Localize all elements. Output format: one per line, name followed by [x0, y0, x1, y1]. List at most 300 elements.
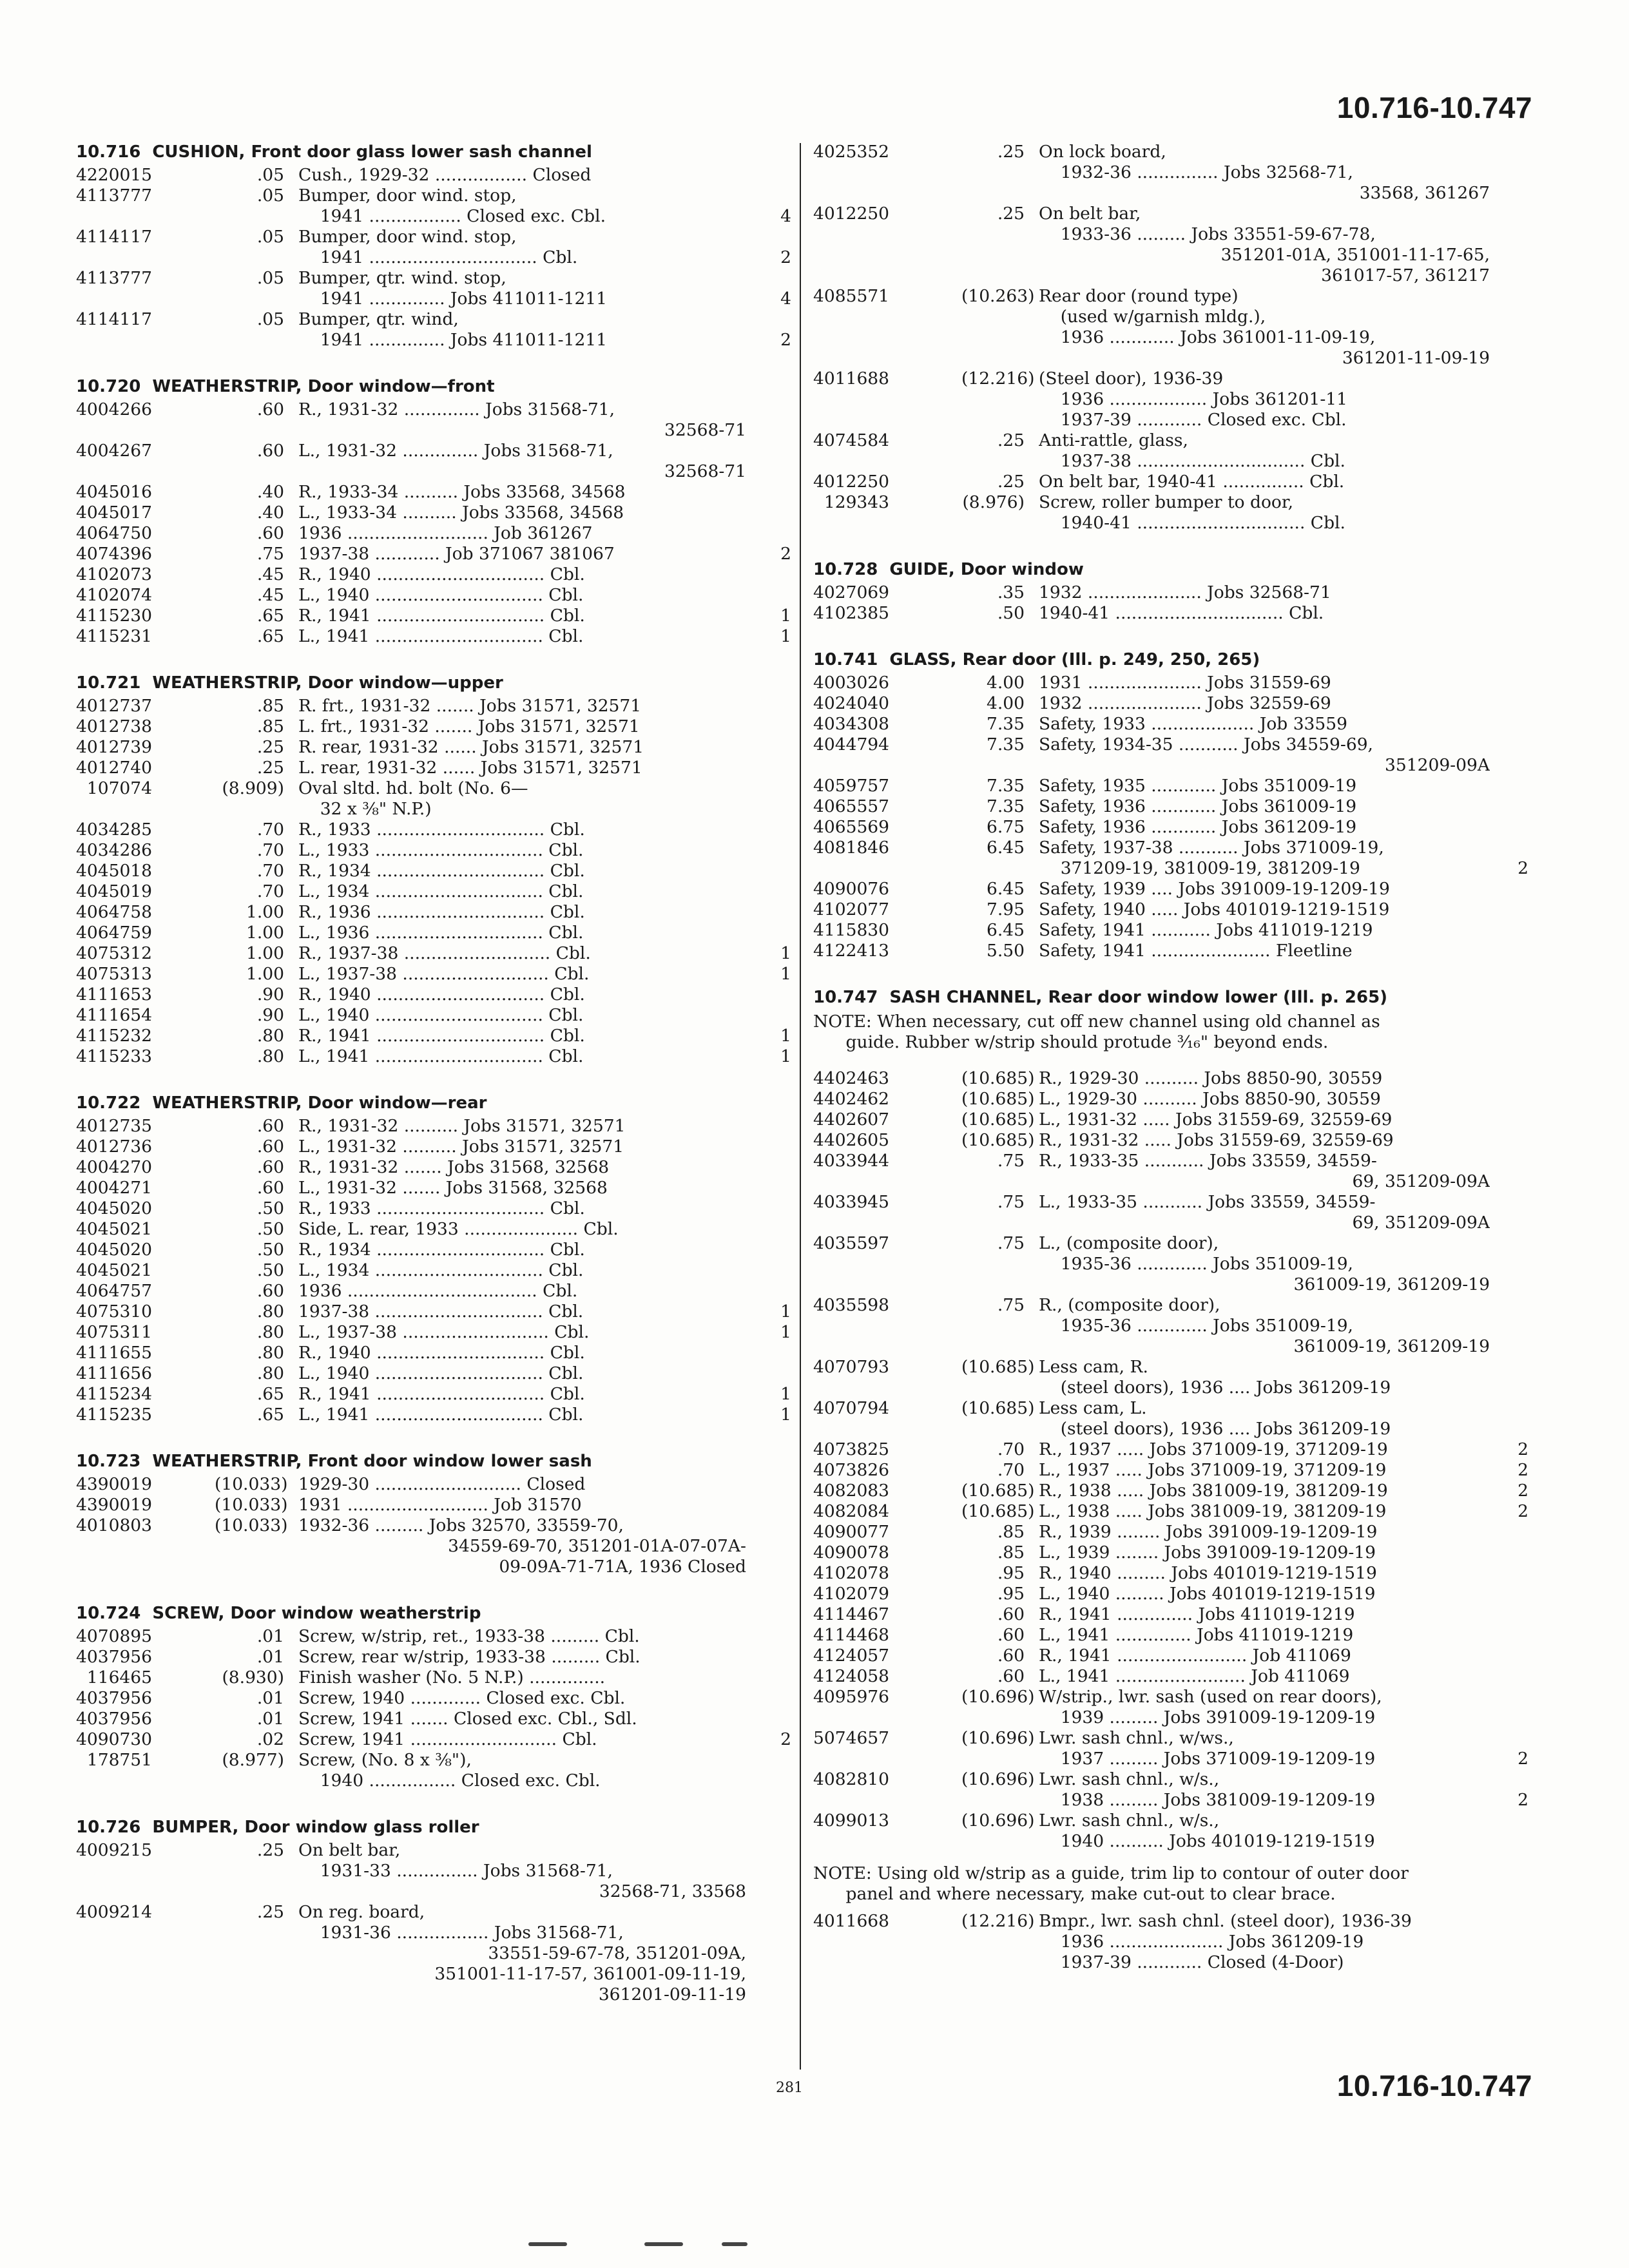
description-line: Safety, 1937-38 ........... Jobs 371009-19, — [1039, 838, 1384, 858]
section-note: NOTE: Using old w/strip as a guide, trim lip to contour of outer door panel and where necessary, make cut-out to clear brace. — [813, 1863, 1409, 1904]
price: .01 — [256, 1688, 284, 1708]
part-number: 4065569 — [813, 817, 890, 837]
part-entry — [76, 1116, 791, 1137]
price: (10.696) — [961, 1728, 1035, 1748]
part-entry — [76, 1046, 791, 1067]
part-number: 4220015 — [76, 165, 153, 185]
part-number: 4045020 — [76, 1198, 153, 1218]
part-number: 4102385 — [813, 603, 890, 623]
description — [298, 309, 746, 351]
part-number: 4045018 — [76, 861, 153, 881]
price: .40 — [256, 503, 284, 523]
description-line: 1936 .......................... Job 361267 — [298, 523, 593, 543]
description — [298, 1178, 746, 1198]
price: .70 — [256, 840, 284, 860]
part-entry — [76, 1026, 791, 1046]
description-line: 1940 ................ Closed exc. Cbl. — [298, 1771, 601, 1791]
part-entry — [76, 482, 791, 503]
page-range-footer: 10.716-10.747 — [1336, 2069, 1532, 2102]
description-line: On lock board, — [1039, 142, 1166, 162]
part-number: 4090078 — [813, 1542, 890, 1562]
price: .75 — [997, 1151, 1025, 1171]
part-entry — [76, 1840, 791, 1902]
description-line: R., 1940 ............................... Cbl. — [298, 985, 585, 1004]
description-line: R., 1933-35 ........... Jobs 33559, 34559- — [1039, 1151, 1377, 1171]
price: .80 — [256, 1322, 284, 1342]
section-title: GUIDE, Door window — [889, 560, 1084, 579]
price: (10.033) — [215, 1474, 288, 1494]
quantity: 2 — [1518, 858, 1528, 878]
part-number: 4115230 — [76, 606, 153, 626]
section-heading — [76, 673, 791, 693]
part-number: 4033945 — [813, 1192, 890, 1212]
quantity: 4 — [780, 289, 791, 309]
price: .25 — [256, 1840, 284, 1860]
part-number: 4012250 — [813, 472, 890, 492]
scan-artifact — [528, 2242, 567, 2246]
part-number: 4102077 — [813, 899, 890, 919]
part-number: 4004270 — [76, 1157, 153, 1177]
price: .90 — [256, 985, 284, 1004]
price: .60 — [256, 1137, 284, 1157]
description-line: Screw, rear w/strip, 1933-38 ......... Cbl. — [298, 1647, 641, 1667]
description — [298, 1405, 746, 1425]
part-entry — [76, 227, 791, 268]
description-line: R., 1931-32 ..... Jobs 31559-69, 32559-69 — [1039, 1130, 1394, 1150]
description — [1039, 1911, 1490, 1973]
price: .25 — [256, 1902, 284, 1922]
part-number: 4011668 — [813, 1911, 890, 1931]
part-entry — [813, 286, 1528, 369]
price: (12.216) — [961, 369, 1035, 389]
part-entry — [813, 1398, 1528, 1439]
price: .80 — [256, 1026, 284, 1046]
part-entry — [813, 673, 1528, 693]
description-line: 1937-38 ............................... Cbl. — [298, 1302, 584, 1321]
description-line: R., 1931-32 .............. Jobs 31568-71, — [298, 399, 615, 419]
description — [1039, 1542, 1490, 1563]
part-entry — [813, 603, 1528, 624]
part-entry — [76, 1688, 791, 1709]
part-entry — [813, 879, 1528, 899]
description-line: 1941 ................. Closed exc. Cbl. — [298, 206, 606, 226]
price: .60 — [997, 1625, 1025, 1645]
description-line: L., 1941 ........................ Job 411069 — [1039, 1666, 1350, 1686]
part-number: 4011688 — [813, 369, 890, 389]
description — [298, 523, 746, 544]
description — [1039, 1522, 1490, 1542]
description-line: L., 1934 ............................... Cbl. — [298, 881, 584, 901]
section-number: 10.716 — [76, 142, 141, 162]
part-number: 4114467 — [813, 1604, 890, 1624]
price: .01 — [256, 1626, 284, 1646]
description-line: 1939 ......... Jobs 391009-19-1209-19 — [1039, 1707, 1376, 1727]
price: .65 — [256, 1384, 284, 1404]
description-line: R., 1934 ............................... Cbl. — [298, 1240, 585, 1260]
part-entry — [813, 1542, 1528, 1563]
description — [1039, 920, 1490, 941]
price: 1.00 — [246, 902, 284, 922]
part-entry — [76, 165, 791, 186]
part-entry — [813, 1089, 1528, 1110]
part-number: 4111656 — [76, 1363, 153, 1383]
description — [1039, 1398, 1490, 1439]
quantity: 2 — [780, 1729, 791, 1749]
description-line: L., 1940 ......... Jobs 401019-1219-1519 — [1039, 1584, 1376, 1604]
price: .75 — [256, 544, 284, 564]
part-number: 4124058 — [813, 1666, 890, 1686]
part-entry — [813, 1233, 1528, 1295]
price: .65 — [256, 626, 284, 646]
section-title: WEATHERSTRIP, Door window—upper — [152, 673, 503, 693]
part-entry — [813, 1666, 1528, 1687]
part-entry — [76, 1405, 791, 1425]
description-line: 1937-39 ............ Closed (4-Door) — [1039, 1952, 1344, 1972]
description — [1039, 1728, 1490, 1769]
price: (10.685) — [961, 1068, 1035, 1088]
section-number: 10.741 — [813, 650, 878, 669]
section-heading — [813, 987, 1528, 1008]
description — [298, 268, 746, 309]
quantity: 1 — [780, 1384, 791, 1404]
description — [298, 716, 746, 737]
part-entry — [813, 492, 1528, 533]
part-number: 4045019 — [76, 881, 153, 901]
price: .85 — [997, 1542, 1025, 1562]
part-number: 4390019 — [76, 1474, 153, 1494]
description — [1039, 796, 1490, 817]
description — [298, 1709, 746, 1729]
description-line: 1941 ............................... Cbl. — [298, 247, 578, 267]
description-line: L., 1931-32 ....... Jobs 31568, 32568 — [298, 1178, 608, 1198]
part-entry — [813, 1068, 1528, 1089]
price: (10.685) — [961, 1481, 1035, 1501]
price: 6.75 — [986, 817, 1025, 837]
description-line: 1932-36 ............... Jobs 32568-71, — [1039, 162, 1353, 182]
description-line: L. rear, 1931-32 ...... Jobs 31571, 32571 — [298, 758, 642, 778]
description — [298, 564, 746, 585]
description — [298, 482, 746, 503]
section-title: BUMPER, Door window glass roller — [152, 1818, 479, 1837]
part-entry — [76, 1178, 791, 1198]
part-number: 4004266 — [76, 399, 153, 419]
description — [298, 964, 746, 985]
description-line: 09-09A-71-71A, 1936 Closed — [499, 1557, 746, 1577]
section-number: 10.722 — [76, 1093, 141, 1113]
description-line: L., 1936 ............................... Cbl. — [298, 923, 584, 943]
column-divider — [800, 143, 801, 2070]
description-line: L., 1933-35 ........... Jobs 33559, 34559- — [1039, 1192, 1376, 1212]
price: .45 — [256, 564, 284, 584]
description — [298, 1384, 746, 1405]
price: .25 — [256, 737, 284, 757]
price: 7.95 — [986, 899, 1025, 919]
left-column — [76, 142, 791, 2031]
price: .02 — [256, 1729, 284, 1749]
section-heading — [76, 1817, 791, 1838]
description-line: R. rear, 1931-32 ...... Jobs 31571, 32571 — [298, 737, 644, 757]
part-entry — [813, 1563, 1528, 1584]
quantity: 2 — [780, 247, 791, 267]
description-line: 371209-19, 381009-19, 381209-19 — [1039, 858, 1360, 878]
description — [298, 1626, 746, 1647]
part-number: 4065557 — [813, 796, 890, 816]
price: (10.685) — [961, 1398, 1035, 1418]
description — [298, 861, 746, 881]
part-number: 4102078 — [813, 1563, 890, 1583]
description — [1039, 838, 1490, 879]
part-entry — [813, 1501, 1528, 1522]
quantity: 1 — [780, 1046, 791, 1066]
description-line: 1935-36 ............. Jobs 351009-19, — [1039, 1316, 1353, 1336]
price: (10.033) — [215, 1495, 288, 1515]
description-line: L., 1940 ............................... Cbl. — [298, 585, 584, 605]
part-number: 4045021 — [76, 1219, 153, 1239]
description-line: 33551-59-67-78, 351201-09A, — [488, 1943, 746, 1963]
description-line: 32568-71 — [664, 420, 746, 440]
section-heading — [813, 649, 1528, 670]
description-line: L. frt., 1931-32 ....... Jobs 31571, 32571 — [298, 716, 640, 736]
description — [298, 923, 746, 943]
catalog-section — [813, 987, 1528, 1973]
description-line: Screw, roller bumper to door, — [1039, 492, 1294, 512]
price: .60 — [997, 1666, 1025, 1686]
price: 5.50 — [986, 941, 1025, 961]
description — [298, 1302, 746, 1322]
description-line: 1935-36 ............. Jobs 351009-19, — [1039, 1254, 1353, 1274]
description — [1039, 369, 1490, 430]
part-entry — [76, 309, 791, 351]
description-line: 69, 351209-09A — [1352, 1213, 1490, 1233]
part-entry — [76, 1384, 791, 1405]
description — [1039, 472, 1490, 492]
part-number: 4111654 — [76, 1005, 153, 1025]
description — [298, 840, 746, 861]
description-line: R. frt., 1931-32 ....... Jobs 31571, 32571 — [298, 696, 642, 716]
right-column — [813, 142, 1528, 1999]
section-number: 10.728 — [813, 560, 878, 579]
part-entry — [76, 820, 791, 840]
description — [1039, 1604, 1490, 1625]
description-line: L., 1941 ............................... Cbl. — [298, 1046, 584, 1066]
description — [298, 399, 746, 441]
catalog-section — [76, 673, 791, 1067]
part-number: 4081846 — [813, 838, 890, 858]
section-number: 10.723 — [76, 1452, 141, 1471]
price: .70 — [256, 861, 284, 881]
part-number: 4064758 — [76, 902, 153, 922]
part-entry — [813, 1604, 1528, 1625]
price: .25 — [997, 204, 1025, 224]
description — [1039, 582, 1490, 603]
description — [298, 1474, 746, 1495]
section-number: 10.720 — [76, 377, 141, 396]
description — [1039, 1130, 1490, 1151]
part-entry — [76, 626, 791, 647]
section-title: WEATHERSTRIP, Door window—rear — [152, 1093, 487, 1113]
catalog-section — [76, 1451, 791, 1577]
quantity: 1 — [780, 1302, 791, 1321]
description-line: 1932 ..................... Jobs 32568-71 — [1039, 582, 1331, 602]
part-number: 4034308 — [813, 714, 890, 734]
price: .50 — [256, 1240, 284, 1260]
price: 6.45 — [986, 920, 1025, 940]
description — [298, 441, 746, 482]
section-title: SASH CHANNEL, Rear door window lower (Ill. p. 265) — [889, 988, 1388, 1007]
description-line: L., 1937-38 ........................... Cbl. — [298, 964, 590, 984]
description-line: Lwr. sash chnl., w/s., — [1039, 1769, 1220, 1789]
part-entry — [813, 430, 1528, 472]
description — [1039, 941, 1490, 961]
part-number: 4070793 — [813, 1357, 890, 1377]
description — [298, 227, 746, 268]
part-entry — [76, 544, 791, 564]
description — [298, 1322, 746, 1343]
price: (8.977) — [222, 1750, 284, 1770]
part-number: 4115830 — [813, 920, 890, 940]
price: .60 — [997, 1646, 1025, 1666]
part-entry — [813, 204, 1528, 286]
description — [1039, 1089, 1490, 1110]
catalog-section — [813, 142, 1528, 533]
catalog-section — [813, 649, 1528, 961]
part-entry — [813, 1151, 1528, 1192]
description-line: 1936 ................................... Cbl. — [298, 1281, 578, 1301]
description-line: L., 1937 ..... Jobs 371009-19, 371209-19 — [1039, 1460, 1387, 1480]
price: .50 — [256, 1260, 284, 1280]
description — [1039, 1501, 1490, 1522]
section-title: WEATHERSTRIP, Door window—front — [152, 377, 495, 396]
description-line: R., 1937-38 ........................... Cbl. — [298, 943, 591, 963]
description — [298, 1046, 746, 1067]
price: .60 — [256, 441, 284, 461]
description — [1039, 714, 1490, 735]
description-line: Screw, 1940 ............. Closed exc. Cbl. — [298, 1688, 626, 1708]
part-entry — [76, 564, 791, 585]
quantity: 2 — [1518, 1460, 1528, 1480]
section-number: 10.724 — [76, 1604, 141, 1623]
price: 6.45 — [986, 879, 1025, 899]
price: .05 — [256, 165, 284, 185]
part-entry — [76, 441, 791, 482]
description — [298, 626, 746, 647]
part-entry — [813, 693, 1528, 714]
part-entry — [76, 696, 791, 716]
description-line: (steel doors), 1936 .... Jobs 361209-19 — [1039, 1378, 1391, 1398]
description — [298, 1343, 746, 1363]
description — [1039, 1646, 1490, 1666]
part-entry — [76, 861, 791, 881]
description-line: Safety, 1934-35 ........... Jobs 34559-69, — [1039, 735, 1373, 754]
description-line: 1938 ......... Jobs 381009-19-1209-19 — [1039, 1790, 1376, 1810]
price: .75 — [997, 1233, 1025, 1253]
description-line: L., 1939 ........ Jobs 391009-19-1209-19 — [1039, 1542, 1376, 1562]
price: .01 — [256, 1647, 284, 1667]
description-line: Bumper, door wind. stop, — [298, 186, 517, 206]
quantity: 1 — [780, 964, 791, 984]
quantity: 1 — [780, 626, 791, 646]
part-number: 4012738 — [76, 716, 153, 736]
part-number: 4035598 — [813, 1295, 890, 1315]
description-line: Oval sltd. hd. bolt (No. 6— — [298, 778, 528, 798]
section-title: CUSHION, Front door glass lower sash channel — [152, 142, 592, 162]
description-line: R., 1941 ............................... Cbl. — [298, 1384, 585, 1404]
quantity: 4 — [780, 206, 791, 226]
part-entry — [76, 1902, 791, 2005]
part-entry — [813, 1811, 1528, 1852]
part-entry — [76, 503, 791, 523]
scan-artifact — [722, 2242, 747, 2246]
price: .60 — [256, 1178, 284, 1198]
description-line: L., 1940 ............................... Cbl. — [298, 1005, 584, 1025]
part-number: 4009215 — [76, 1840, 153, 1860]
part-entry — [76, 1729, 791, 1750]
part-number: 4075312 — [76, 943, 153, 963]
price: .60 — [256, 399, 284, 419]
description — [298, 778, 746, 820]
description-line: W/strip., lwr. sash (used on rear doors), — [1039, 1687, 1382, 1707]
part-entry — [76, 943, 791, 964]
price: (8.930) — [222, 1667, 284, 1687]
price: (10.685) — [961, 1110, 1035, 1129]
part-entry — [76, 1137, 791, 1157]
description-line: R., 1929-30 .......... Jobs 8850-90, 30559 — [1039, 1068, 1383, 1088]
quantity: 2 — [1518, 1439, 1528, 1459]
description-line: 361017-57, 361217 — [1321, 265, 1490, 285]
description — [298, 544, 746, 564]
quantity: 2 — [780, 330, 791, 350]
part-entry — [813, 1460, 1528, 1481]
description-line: Screw, 1941 ....... Closed exc. Cbl., Sdl. — [298, 1709, 637, 1729]
part-entry — [76, 186, 791, 227]
description — [1039, 1233, 1490, 1295]
description-line: Less cam, R. — [1039, 1357, 1148, 1377]
part-entry — [76, 1240, 791, 1260]
description-line: L., 1940 ............................... Cbl. — [298, 1363, 584, 1383]
part-entry — [813, 1584, 1528, 1604]
part-number: 4070895 — [76, 1626, 153, 1646]
description-line: Safety, 1936 ............ Jobs 361009-19 — [1039, 796, 1357, 816]
part-number: 4115235 — [76, 1405, 153, 1425]
part-number: 4004267 — [76, 441, 153, 461]
description — [298, 1729, 746, 1750]
part-entry — [813, 714, 1528, 735]
section-heading — [76, 142, 791, 162]
description — [298, 1198, 746, 1219]
part-number: 4012739 — [76, 737, 153, 757]
part-entry — [813, 776, 1528, 796]
description-line: 351209-09A — [1385, 755, 1490, 775]
quantity: 2 — [1518, 1749, 1528, 1769]
description — [298, 758, 746, 778]
description-line: Bumper, qtr. wind, — [298, 309, 459, 329]
part-number: 4115233 — [76, 1046, 153, 1066]
description — [1039, 1811, 1490, 1852]
part-entry — [813, 1130, 1528, 1151]
description — [1039, 673, 1490, 693]
part-entry — [76, 778, 791, 820]
description-line: L., 1937-38 ........................... Cbl. — [298, 1322, 590, 1342]
description-line: R., 1933 ............................... Cbl. — [298, 1198, 585, 1218]
price: .60 — [997, 1604, 1025, 1624]
price: .05 — [256, 309, 284, 329]
part-number: 4090077 — [813, 1522, 890, 1542]
price: 7.35 — [986, 796, 1025, 816]
description — [298, 1240, 746, 1260]
description-line: L., 1941 ............................... Cbl. — [298, 626, 584, 646]
part-entry — [76, 1260, 791, 1281]
price: 4.00 — [986, 673, 1025, 693]
